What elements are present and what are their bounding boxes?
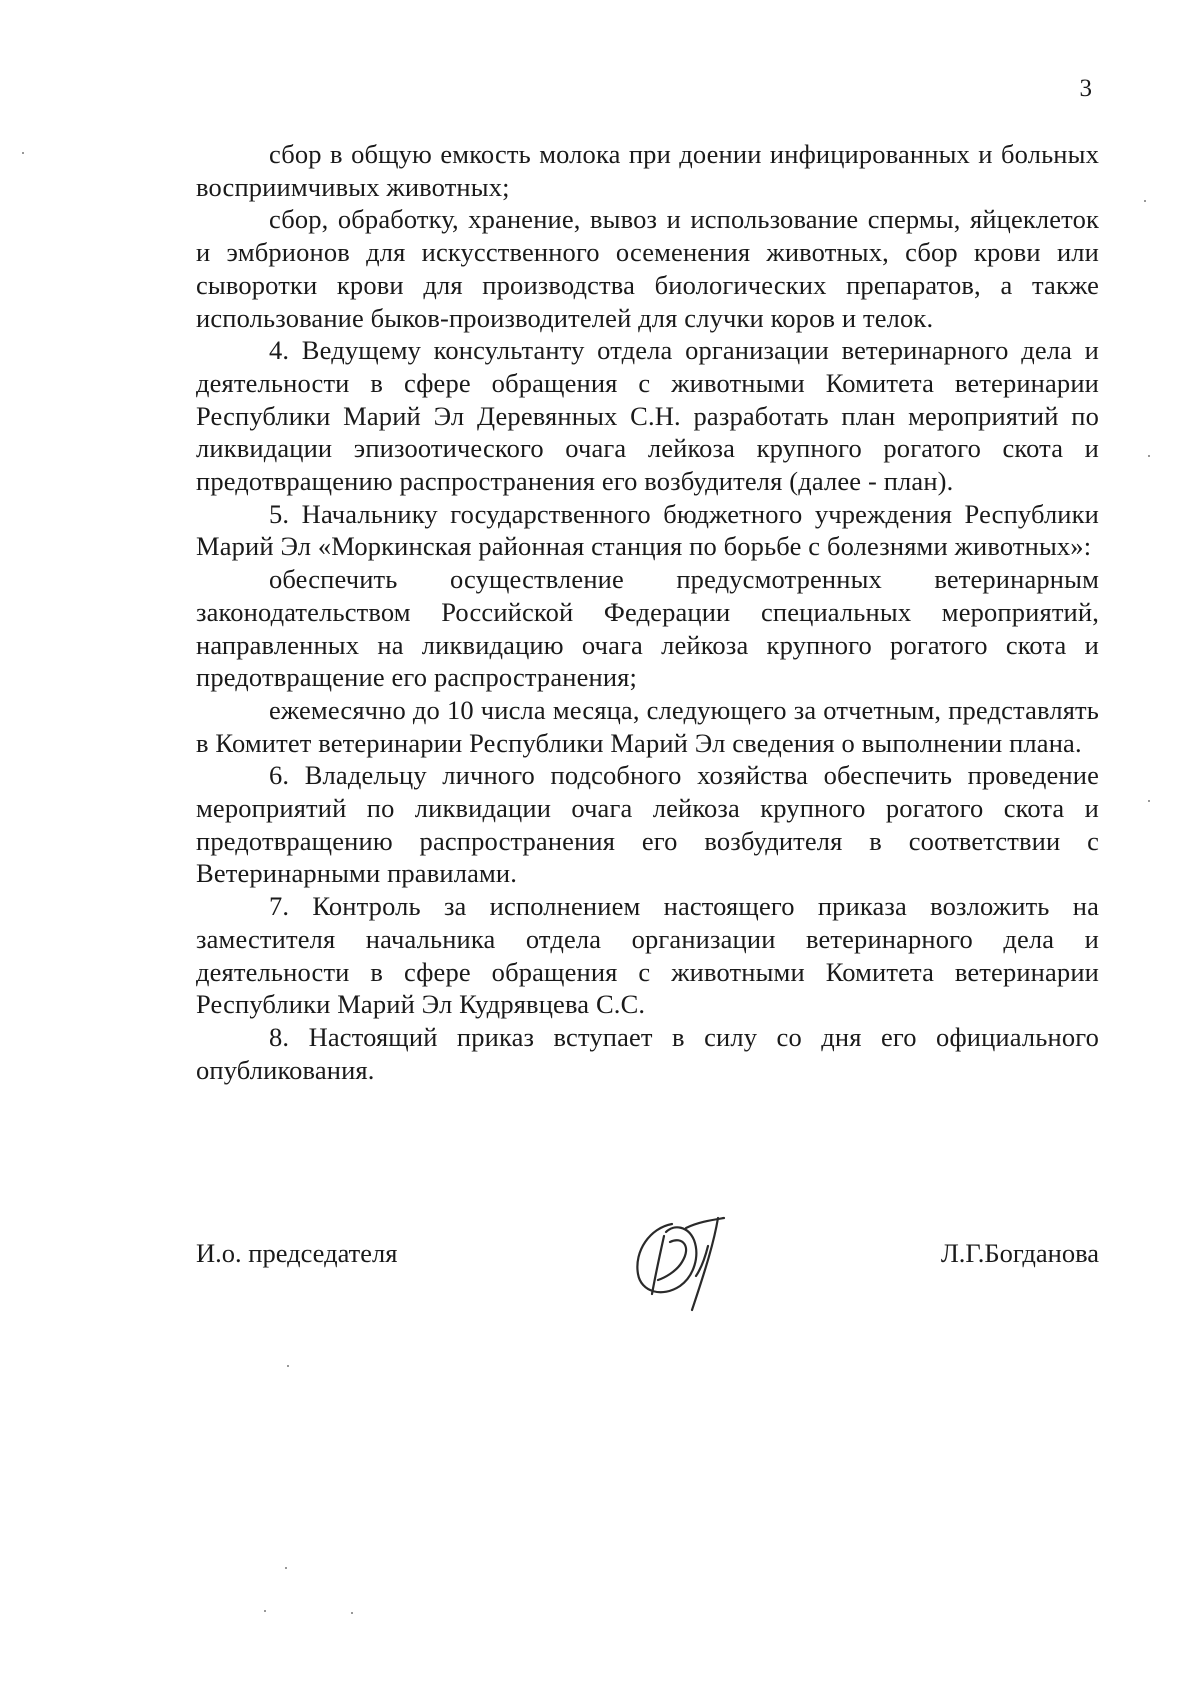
paragraph-semen-collection: сбор, обработку, хранение, вывоз и использование спермы, яйцеклеток и эмбрионов для искусственного осеменения животных, сбор крови или сыворотки крови для производства биологических препаратов, а также использование быков-производителей для случки коров и телок.: [196, 204, 1099, 333]
scan-speck: [285, 1567, 287, 1569]
scan-speck: [1148, 800, 1150, 802]
document-body: [196, 138, 1099, 1086]
paragraph-milk-collection: сбор в общую емкость молока при доении инфицированных и больных восприимчивых животных;: [196, 139, 1099, 202]
signature-block: [196, 1228, 1099, 1318]
scan-speck: [1144, 200, 1146, 202]
paragraph-item-5-monthly: ежемесячно до 10 числа месяца, следующего за отчетным, представлять в Комитет ветеринарии Республики Марий Эл сведения о выполнении плана.: [196, 694, 1099, 758]
scan-speck: [264, 1610, 266, 1612]
signatory-position: И.о. председателя: [196, 1238, 398, 1268]
scan-speck: [1148, 455, 1150, 457]
paragraph-item-8: 8. Настоящий приказ вступает в силу со дня его официального опубликования.: [196, 1021, 1099, 1085]
scan-speck: [351, 1612, 353, 1614]
scan-speck: [22, 152, 24, 154]
paragraph-item-6: 6. Владельцу личного подсобного хозяйства обеспечить проведение мероприятий по ликвидации очага лейкоза крупного рогатого скота и предотвращению распространения его возбудителя в соответствии с Ветеринарными правилами.: [196, 760, 1099, 889]
paragraph-item-7: 7. Контроль за исполнением настоящего приказа возложить на заместителя начальника отдела организации ветеринарного дела и деятельности в сфере обращения с животными Комитета ветеринарии Республики Марий Эл Кудрявцева С.С.: [196, 891, 1099, 1020]
paragraph-item-5-ensure: обеспечить осуществление предусмотренных ветеринарным законодательством Российской Федерации специальных мероприятий, направленных на ликвидацию очага лейкоза крупного рогатого скота и предотвращение его распространения;: [196, 564, 1099, 693]
scan-speck: [287, 1365, 289, 1367]
paragraph-item-4: 4. Ведущему консультанту отдела организации ветеринарного дела и деятельности в сфере обращения с животными Комитета ветеринарии Республики Марий Эл Деревянных С.Н. разработать план мероприятий по ликвидации эпизоотического очага лейкоза крупного рогатого скота и предотвращению распространения его возбудителя (далее - план).: [196, 335, 1099, 497]
paragraph-item-5: 5. Начальнику государственного бюджетного учреждения Республики Марий Эл «Моркинская районная станция по борьбе с болезнями животных»:: [196, 498, 1099, 562]
page-number: 3: [1079, 75, 1092, 102]
signatory-name: Л.Г.Богданова: [940, 1238, 1099, 1268]
handwritten-signature: [620, 1206, 740, 1316]
